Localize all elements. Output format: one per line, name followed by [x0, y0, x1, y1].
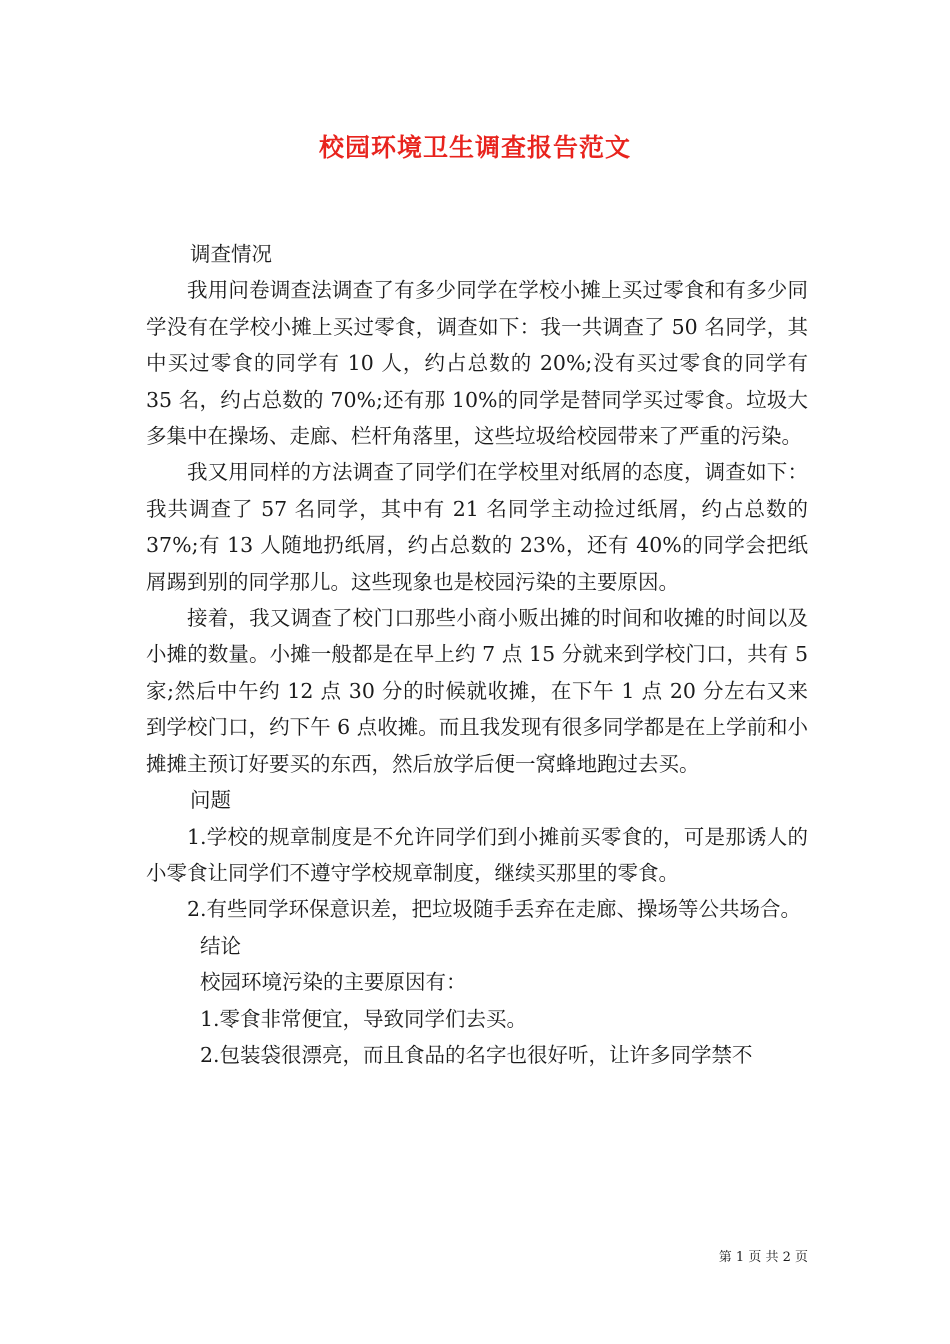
- conclusion-heading: 结论: [200, 933, 241, 958]
- survey-paragraph-1: 我用问卷调查法调查了有多少同学在学校小摊上买过零食和有多少同学没有在学校小摊上买过零食，调查如下：我一共调查了 50 名同学，其中买过零食的同学有 10 人，约占总数的 20%;没有买过零食的同学有 35 名，约占总数的 70%;还有那 10%的同学是替同学买过零食。垃圾大多集中在操场、走廊、栏杆角落里，这些垃圾给校园带来了严重的污染。: [146, 278, 808, 449]
- problem-item-1: 1.学校的规章制度是不允许同学们到小摊前买零食的，可是那诱人的小零食让同学们不遵守学校规章制度，继续买那里的零食。: [146, 824, 808, 885]
- conclusion-intro: 校园环境污染的主要原因有：: [200, 970, 467, 995]
- problem-heading: 问题: [190, 788, 231, 813]
- survey-paragraph-3: 接着，我又调查了校门口那些小商小贩出摊的时间和收摊的时间以及小摊的数量。小摊一般都是在早上约 7 点 15 分就来到学校门口，共有 5 家;然后中午约 12 点 30 分的时候就收摊，在下午 1 点 20 分左右又来到学校门口，约下午 6 点收摊。而且我发现有很多同学都是在上学前和小摊摊主预订好要买的东西，然后放学后便一窝蜂地跑过去买。: [146, 606, 808, 776]
- conclusion-item-2: 2.包装袋很漂亮，而且食品的名字也很好听，让许多同学禁不: [200, 1042, 753, 1067]
- survey-heading: 调查情况: [190, 242, 272, 266]
- document-body: [146, 236, 808, 1073]
- survey-paragraph-2: 我又用同样的方法调查了同学们在学校里对纸屑的态度，调查如下：我共调查了 57 名同学，其中有 21 名同学主动捡过纸屑，约占总数的 37%;有 13 人随地扔纸屑，约占总数的 23%，还有 40%的同学会把纸屑踢到别的同学那儿。这些现象也是校园污染的主要原因。: [146, 460, 808, 594]
- document-title: 校园环境卫生调查报告范文: [318, 133, 631, 162]
- page-number-footer: 第 1 页 共 2 页: [718, 1250, 808, 1265]
- problem-item-2: 2.有些同学环保意识差，把垃圾随手丢弃在走廊、操场等公共场合。: [187, 897, 802, 922]
- conclusion-item-1: 1.零食非常便宜，导致同学们去买。: [200, 1006, 528, 1031]
